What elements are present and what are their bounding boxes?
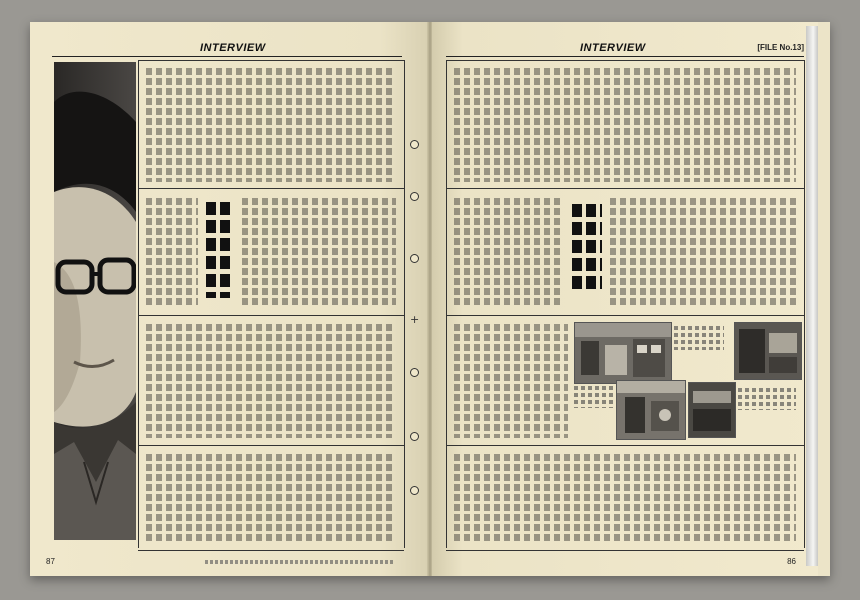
header-rule-left [52,56,402,57]
article-text-block [454,324,568,438]
article-text-block [146,324,396,438]
article-text-block [454,454,796,544]
right-page [432,22,818,576]
ring-hole-marker [410,486,419,495]
photo-caption [738,388,796,410]
section-header-left: INTERVIEW [200,42,266,54]
article-grid-left [138,60,404,548]
page-edge-stack [806,26,818,566]
plus-marker: + [410,313,420,326]
article-text-block [146,454,396,544]
left-page [30,22,428,576]
photo-caption [574,386,614,408]
article-text-block [454,198,564,308]
article-text-block [610,198,796,308]
ring-hole-marker [410,192,419,201]
magazine-spread [30,22,830,576]
article-heading [206,202,234,298]
workshop-photo [734,322,802,380]
ring-hole-marker [410,254,419,263]
equipment-photo [616,380,686,440]
article-text-block [146,198,198,308]
file-number-tag: [FILE No.13] [757,43,804,52]
ring-hole-marker [410,368,419,377]
portrait-image [54,62,136,540]
counter-photo [688,382,736,438]
article-text-block [242,198,396,308]
interviewee-portrait-photo [54,62,136,540]
section-header-right: INTERVIEW [580,42,646,54]
page-number-right: 86 [787,557,796,566]
article-text-block [454,68,796,182]
ring-hole-marker [410,140,419,149]
header-rule-right [446,56,804,57]
page-number-left: 87 [46,557,55,566]
shop-interior-photo [574,322,672,384]
ring-hole-marker [410,432,419,441]
article-grid-right [446,60,804,548]
photo-caption [674,326,724,350]
article-heading [572,204,602,292]
article-text-block [146,68,396,182]
footer-credit-line [205,560,395,564]
